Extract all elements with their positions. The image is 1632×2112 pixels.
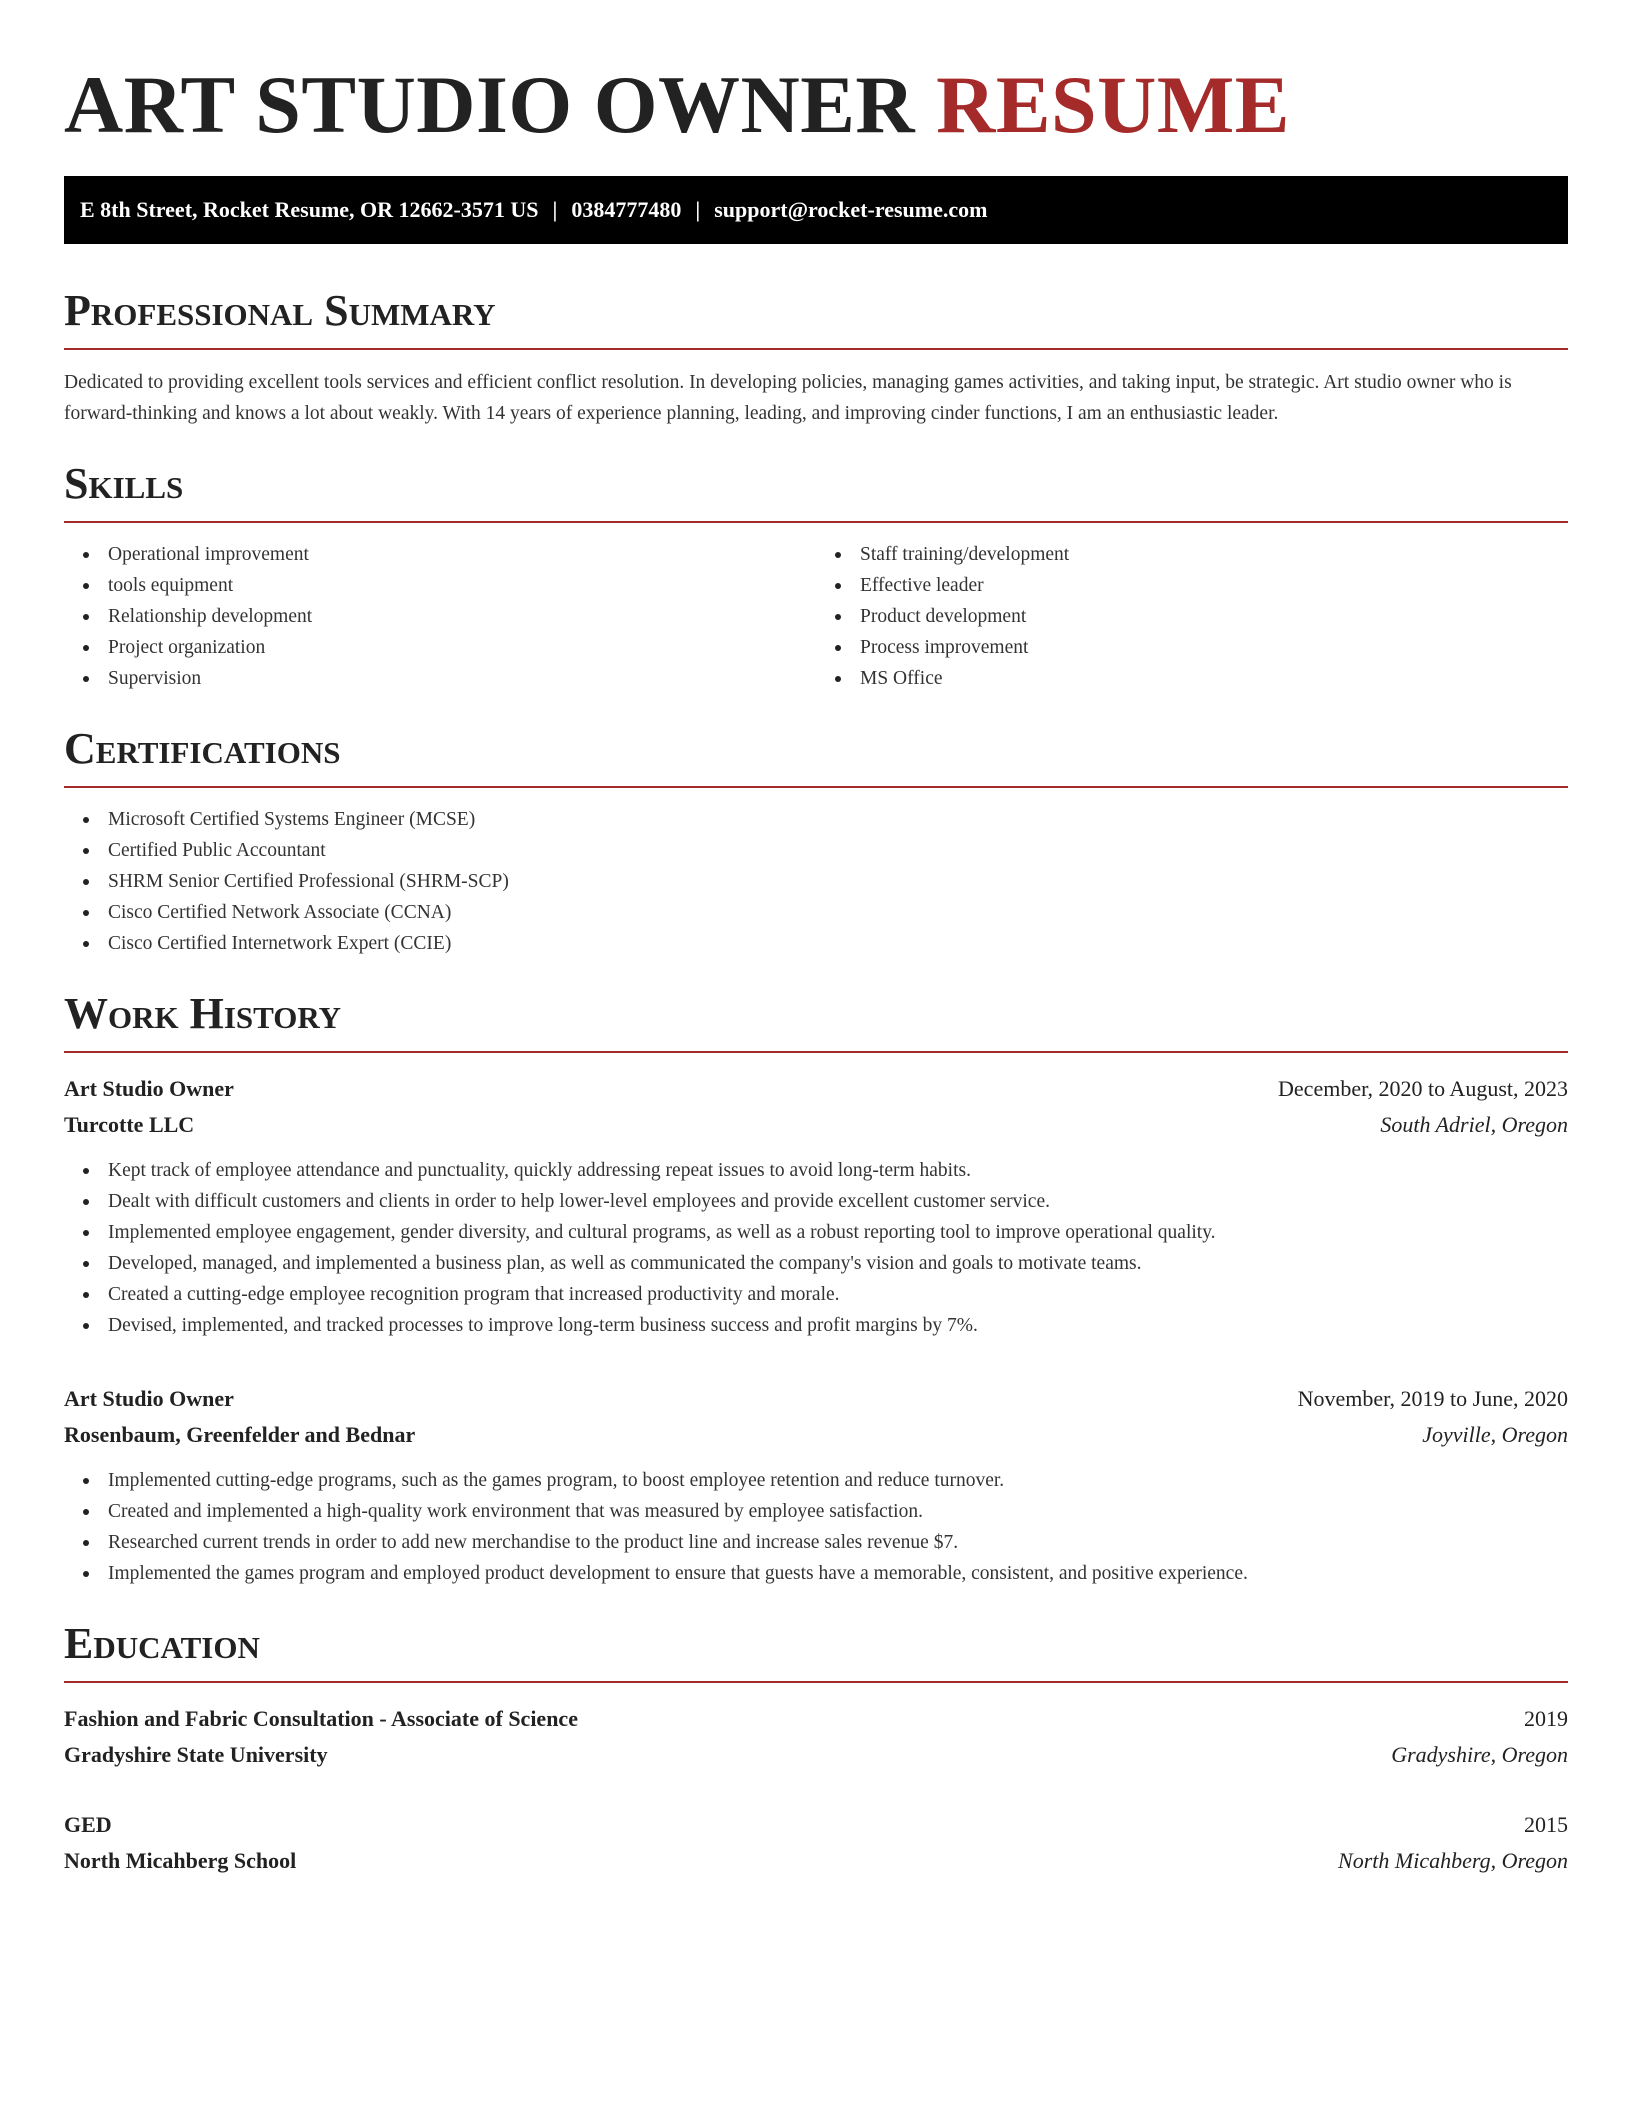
education-degree: Fashion and Fabric Consultation - Associate of Science — [64, 1706, 578, 1731]
job-company-row — [64, 1417, 1568, 1453]
certification-item: Cisco Certified Internetwork Expert (CCIE) — [108, 928, 1568, 959]
certification-item: Cisco Certified Network Associate (CCNA) — [108, 897, 1568, 928]
job-location: Joyville, Oregon — [1422, 1422, 1568, 1447]
skill-item: Process improvement — [860, 632, 1568, 663]
education-entry — [64, 1807, 1568, 1879]
work-history-section — [64, 989, 1568, 1589]
contact-phone: 0384777480 — [571, 197, 682, 222]
skill-item: Project organization — [108, 632, 816, 663]
skill-item: Product development — [860, 601, 1568, 632]
certifications-section — [64, 724, 1568, 959]
education-year: 2015 — [1524, 1812, 1568, 1837]
job-bullet: Developed, managed, and implemented a business plan, as well as communicated the company's vision and goals to motivate teams. — [108, 1248, 1568, 1279]
education-degree-row — [64, 1701, 1568, 1737]
job-bullets — [64, 1155, 1568, 1341]
job-bullet: Devised, implemented, and tracked processes to improve long-term business success and profit margins by 7%. — [108, 1310, 1568, 1341]
education-school-row — [64, 1843, 1568, 1879]
job-entry — [64, 1381, 1568, 1589]
education-school-row — [64, 1737, 1568, 1773]
job-entry — [64, 1071, 1568, 1341]
contact-bar — [64, 176, 1568, 244]
job-bullet: Created and implemented a high-quality work environment that was measured by employee satisfaction. — [108, 1496, 1568, 1527]
job-dates: November, 2019 to June, 2020 — [1297, 1386, 1568, 1411]
summary-heading: Professional Summary — [64, 286, 1568, 350]
title-main: ART STUDIO OWNER — [64, 59, 916, 150]
education-school: North Micahberg School — [64, 1848, 297, 1873]
skills-list-right — [816, 539, 1568, 694]
job-bullet: Implemented employee engagement, gender diversity, and cultural programs, as well as a robust reporting tool to improve operational quality. — [108, 1217, 1568, 1248]
contact-separator: | — [695, 197, 701, 222]
certifications-list — [64, 804, 1568, 959]
job-title: Art Studio Owner — [64, 1386, 234, 1411]
job-title: Art Studio Owner — [64, 1076, 234, 1101]
contact-separator: | — [552, 197, 558, 222]
certification-item: SHRM Senior Certified Professional (SHRM-SCP) — [108, 866, 1568, 897]
skills-list-left — [64, 539, 816, 694]
certification-item: Microsoft Certified Systems Engineer (MCSE) — [108, 804, 1568, 835]
summary-text: Dedicated to providing excellent tools services and efficient conflict resolution. In developing policies, managing games activities, and taking input, be strategic. Art studio owner who is forward-thinking and knows a lot about weakly. With 14 years of experience planning, leading, and improving cinder functions, I am an enthusiastic leader. — [64, 372, 1512, 424]
skills-section — [64, 459, 1568, 694]
contact-address: E 8th Street, Rocket Resume, OR 12662-3571 US — [80, 197, 539, 222]
education-degree: GED — [64, 1812, 112, 1837]
education-year: 2019 — [1524, 1706, 1568, 1731]
education-entry — [64, 1701, 1568, 1773]
skills-heading: Skills — [64, 459, 1568, 523]
job-header-row — [64, 1071, 1568, 1107]
education-heading: Education — [64, 1619, 1568, 1683]
skill-item: Supervision — [108, 663, 816, 694]
work-history-heading: Work History — [64, 989, 1568, 1053]
certification-item: Certified Public Accountant — [108, 835, 1568, 866]
skills-columns — [64, 523, 1568, 694]
job-location: South Adriel, Oregon — [1380, 1112, 1568, 1137]
job-bullet: Implemented cutting-edge programs, such as the games program, to boost employee retention and reduce turnover. — [108, 1465, 1568, 1496]
job-bullet: Created a cutting-edge employee recognition program that increased productivity and morale. — [108, 1279, 1568, 1310]
job-bullet: Researched current trends in order to add new merchandise to the product line and increase sales revenue $7. — [108, 1527, 1568, 1558]
job-company: Rosenbaum, Greenfelder and Bednar — [64, 1422, 416, 1447]
education-location: North Micahberg, Oregon — [1338, 1848, 1568, 1873]
summary-section — [64, 286, 1568, 429]
education-degree-row — [64, 1807, 1568, 1843]
education-location: Gradyshire, Oregon — [1391, 1742, 1568, 1767]
job-header-row — [64, 1381, 1568, 1417]
skill-item: Staff training/development — [860, 539, 1568, 570]
education-section — [64, 1619, 1568, 1879]
certifications-heading: Certifications — [64, 724, 1568, 788]
skill-item: MS Office — [860, 663, 1568, 694]
contact-email: support@rocket-resume.com — [714, 197, 988, 222]
job-company: Turcotte LLC — [64, 1112, 195, 1137]
education-school: Gradyshire State University — [64, 1742, 328, 1767]
skill-item: Effective leader — [860, 570, 1568, 601]
job-bullet: Dealt with difficult customers and clients in order to help lower-level employees and provide excellent customer service. — [108, 1186, 1568, 1217]
job-bullet: Implemented the games program and employed product development to ensure that guests have a memorable, consistent, and positive experience. — [108, 1558, 1568, 1589]
skill-item: Relationship development — [108, 601, 816, 632]
job-dates: December, 2020 to August, 2023 — [1278, 1076, 1568, 1101]
title-accent: RESUME — [936, 59, 1290, 150]
skill-item: Operational improvement — [108, 539, 816, 570]
skill-item: tools equipment — [108, 570, 816, 601]
job-company-row — [64, 1107, 1568, 1143]
resume-title — [64, 0, 1568, 155]
job-bullet: Kept track of employee attendance and punctuality, quickly addressing repeat issues to avoid long-term habits. — [108, 1155, 1568, 1186]
job-bullets — [64, 1465, 1568, 1589]
